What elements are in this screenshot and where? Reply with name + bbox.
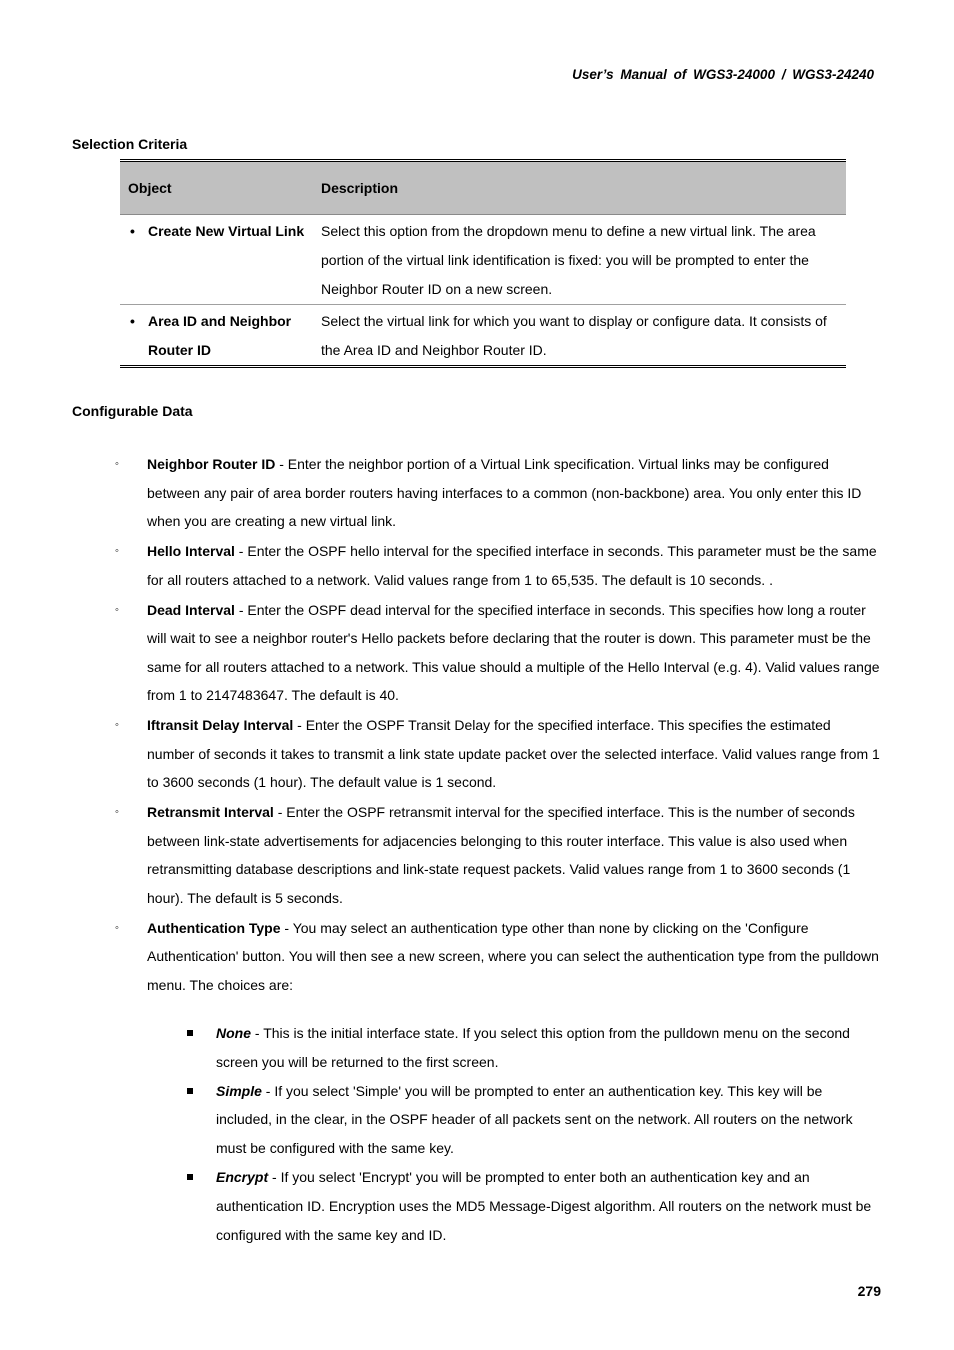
item-text: - Enter the OSPF hello interval for the specified interface in seconds. This parameter must be the same for all routers attached to a network. Valid values range from 1 to 65,535. The default is 10 seconds. . (147, 543, 877, 588)
square-bullet-icon (187, 1174, 193, 1180)
choice-text: - If you select 'Encrypt' you will be prompted to enter both an authentication key and an authentication ID. Encryption uses the MD5 Message-Digest algorithm. All routers on the network must be configured with the same key and ID. (216, 1168, 872, 1243)
item-term: Iftransit Delay Interval (147, 717, 294, 733)
list-item (0, 1019, 954, 1077)
manual-header-title: User’s Manual of WGS3-24000 / WGS3-24240 (572, 67, 874, 82)
circle-bullet-icon: ◦ (115, 806, 119, 818)
page-number: 279 (857, 1283, 881, 1299)
description-column-header: Description (313, 161, 846, 215)
item-text: - You may select an authentication type other than none by clicking on the 'Configure Authentication' button. You will then see a new screen, where you can select the authentication type from the pulldown menu. The choices are: (147, 919, 879, 993)
description-cell: Select the virtual link for which you want to display or configure data. It consists of the Area ID and Neighbor Router ID. (321, 313, 827, 358)
object-cell (120, 305, 313, 367)
authentication-choices-list (0, 1019, 954, 1249)
circle-bullet-icon: ◦ (115, 458, 119, 470)
configurable-data-heading: Configurable Data (72, 403, 193, 419)
object-label: Area ID and Neighbor Router ID (148, 313, 292, 358)
object-label: Create New Virtual Link (148, 223, 305, 239)
circle-bullet-icon: ◦ (115, 545, 119, 557)
list-item (0, 1077, 954, 1163)
configurable-data-list (0, 450, 954, 1249)
square-bullet-icon (187, 1030, 193, 1036)
choice-text: - This is the initial interface state. If you select this option from the pulldown menu on the second screen you will be returned to the first screen. (216, 1025, 850, 1070)
bullet-icon: • (130, 223, 135, 239)
item-term: Authentication Type (147, 919, 281, 936)
object-cell (120, 215, 313, 305)
item-text: - Enter the OSPF Transit Delay for the specified interface. This specifies the estimated number of seconds it takes to transmit a link state update packet over the selected interface. Valid values range from 1 to 3600 seconds (1 hour). The default value is 1 second. (147, 717, 880, 790)
list-item (0, 596, 954, 710)
circle-bullet-icon: ◦ (115, 921, 119, 934)
choice-term: Simple (216, 1082, 262, 1099)
item-text: - Enter the OSPF dead interval for the specified interface in seconds. This specifies how long a router will wait to see a neighbor router's Hello packets before declaring that the router is down. This parameter must be the same for all routers attached to a network. This value should a multiple of the Hello Interval (e.g. 4). Valid values range from 1 to 2147483647. The default is 40. (147, 601, 880, 703)
object-column-header: Object (120, 161, 313, 215)
item-term: Neighbor Router ID (147, 456, 276, 472)
item-text: - Enter the OSPF retransmit interval for the specified interface. This is the number of seconds between link-state advertisements for adjacencies belonging to this router interface. This value is also used when retransmitting database descriptions and link-state request packets. Valid values range from 1 to 3600 seconds (1 hour). The default is 5 seconds. (147, 804, 855, 906)
list-item (0, 914, 954, 1000)
list-item (0, 1163, 954, 1249)
bullet-icon: • (130, 313, 135, 329)
circle-bullet-icon: ◦ (115, 603, 119, 616)
table-row (120, 215, 846, 305)
list-item (0, 711, 954, 797)
table-header-row (120, 161, 846, 215)
list-item (0, 537, 954, 594)
table-row (120, 305, 846, 367)
choice-term: None (216, 1025, 251, 1041)
choice-text: - If you select 'Simple' you will be prompted to enter an authentication key. This key will be included, in the clear, in the OSPF header of all packets sent on the network. All routers on the network must be configured with the same key. (216, 1082, 853, 1157)
item-term: Hello Interval (147, 543, 235, 559)
selection-criteria-table (120, 159, 846, 368)
description-cell: Select this option from the dropdown menu to define a new virtual link. The area portion of the virtual link identification is fixed: you will be prompted to enter the Neighbor Router ID on a new screen. (313, 215, 846, 305)
square-bullet-icon (187, 1088, 193, 1094)
choice-term: Encrypt (216, 1168, 269, 1185)
list-item (0, 450, 954, 536)
circle-bullet-icon: ◦ (115, 719, 119, 731)
selection-criteria-heading: Selection Criteria (72, 136, 188, 152)
item-term: Retransmit Interval (147, 804, 274, 820)
item-text: - Enter the neighbor portion of a Virtual Link specification. Virtual links may be configured between any pair of area border routers having interfaces to a common (non-backbone) area. You only enter this ID when you are creating a new virtual link. (147, 456, 862, 529)
item-term: Dead Interval (147, 601, 235, 618)
list-item (0, 798, 954, 912)
